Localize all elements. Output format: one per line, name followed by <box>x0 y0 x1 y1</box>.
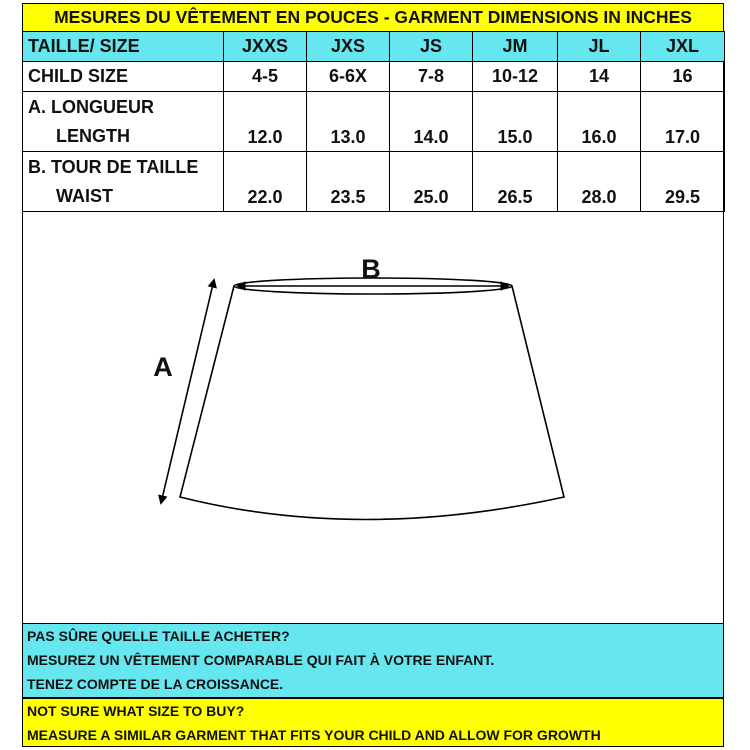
length-cell: 16.0 <box>558 92 641 152</box>
waist-label-fr: B. TOUR DE TAILLE <box>28 157 199 177</box>
skirt-diagram <box>22 212 724 623</box>
length-cell: 14.0 <box>390 92 473 152</box>
note-line: TENEZ COMPTE DE LA CROISSANCE. <box>27 676 284 692</box>
waist-cell: 26.5 <box>473 152 558 212</box>
length-cell: 12.0 <box>224 92 307 152</box>
child-size-cell: 10-12 <box>473 62 558 92</box>
waist-row <box>23 152 725 212</box>
english-note-box <box>22 698 724 747</box>
length-row <box>23 92 725 152</box>
page-title: MESURES DU VÊTEMENT EN POUCES - GARMENT DIMENSIONS IN INCHES <box>22 3 724 32</box>
length-cell: 13.0 <box>307 92 390 152</box>
size-header-cell: JXS <box>307 32 390 62</box>
note-line: PAS SÛRE QUELLE TAILLE ACHETER? <box>27 628 290 644</box>
child-size-cell: 7-8 <box>390 62 473 92</box>
length-label-fr: A. LONGUEUR <box>28 97 154 117</box>
waist-cell: 22.0 <box>224 152 307 212</box>
length-cell: 15.0 <box>473 92 558 152</box>
size-header-cell: JL <box>558 32 641 62</box>
size-header-cell: JS <box>390 32 473 62</box>
size-header-cell: JXL <box>641 32 725 62</box>
note-line: NOT SURE WHAT SIZE TO BUY? <box>27 703 245 719</box>
child-size-cell: 16 <box>641 62 725 92</box>
child-size-cell: 14 <box>558 62 641 92</box>
size-header-label: TAILLE/ SIZE <box>23 32 224 62</box>
size-header-cell: JXXS <box>224 32 307 62</box>
french-note-box <box>22 623 724 698</box>
waist-cell: 29.5 <box>641 152 725 212</box>
size-header-row <box>23 32 725 62</box>
child-size-cell: 6-6X <box>307 62 390 92</box>
waist-label-en: WAIST <box>56 186 113 206</box>
waist-cell: 28.0 <box>558 152 641 212</box>
length-label-cell <box>23 92 224 152</box>
size-header-cell: JM <box>473 32 558 62</box>
label-b: B <box>361 254 381 284</box>
child-size-cell: 4-5 <box>224 62 307 92</box>
note-line: MESUREZ UN VÊTEMENT COMPARABLE QUI FAIT À VOTRE ENFANT. <box>27 652 495 668</box>
skirt-outline <box>180 286 564 520</box>
length-cell: 17.0 <box>641 92 725 152</box>
length-label-en: LENGTH <box>56 126 130 146</box>
waist-cell: 23.5 <box>307 152 390 212</box>
child-size-row <box>23 62 725 92</box>
waist-label-cell <box>23 152 224 212</box>
child-size-label: CHILD SIZE <box>23 62 224 92</box>
note-line: MEASURE A SIMILAR GARMENT THAT FITS YOUR CHILD AND ALLOW FOR GROWTH <box>27 727 601 743</box>
size-table <box>22 31 725 212</box>
waist-cell: 25.0 <box>390 152 473 212</box>
label-a: A <box>153 352 173 382</box>
